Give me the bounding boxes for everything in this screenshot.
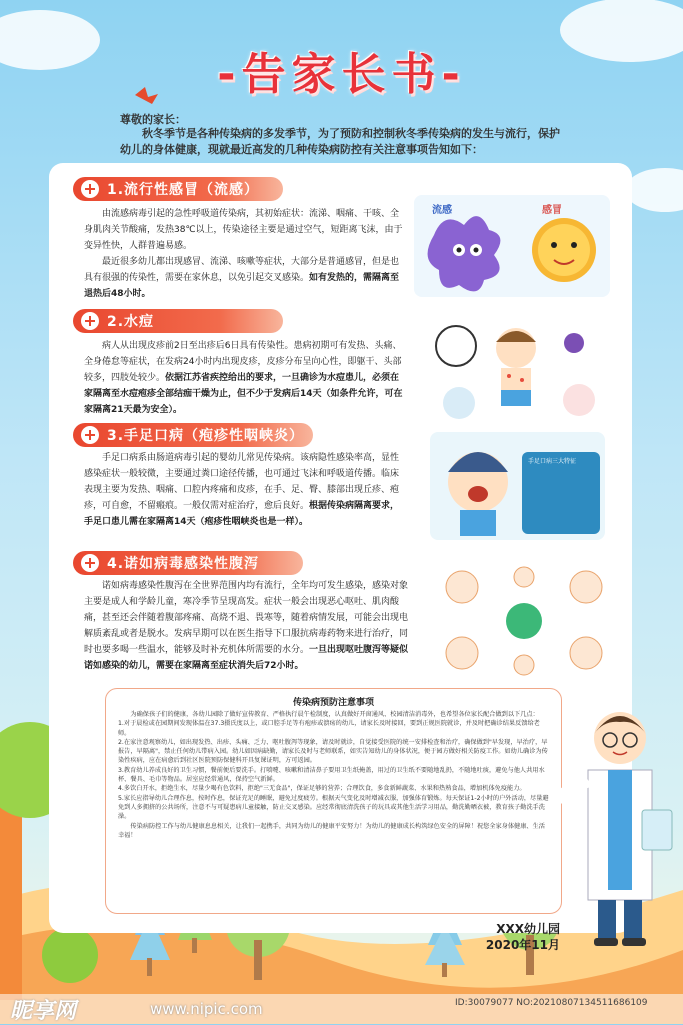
notice-line: 3.教育幼儿养成良好的卫生习惯，餐前便后要洗手。打喷嚏、咳嗽和清洁鼻子要用卫生纸掩盖，用过的卫生纸不要随地乱扔，不随地吐痰，避免与他人共用水杯、餐具、毛巾等物品。居室应经常通风，保持空气新鲜。 <box>118 766 545 784</box>
section-1-paragraph-1: 由流感病毒引起的急性呼吸道传染病，其初始症状：流涕、咽痛、干咳、全身肌肉关节酸痛，发热38℃以上，传染途径主要是通过空气，短距离飞沫，由于变异性快，人群普遍易感。 <box>84 209 403 251</box>
signature-date: 2020年11月 <box>485 938 560 952</box>
watermark-brand: 昵享网 <box>10 999 77 1024</box>
signature-org: XXX幼儿园 <box>496 922 560 936</box>
section-2-isolation-rule: 依据江苏省疾控给出的要求，一旦确诊为水痘患儿，必须在家隔离至水痘疱疹全部结痂干燥为止，但不少于发病后14天（如条件允许，可在家隔离21天最为安全）。 <box>84 373 403 415</box>
section-1-paragraph-2-text: 最近很多幼儿都出现感冒、流涕、咳嗽等症状，大部分是普通感冒，但是也具有很强的传染性，需要在家休息，以免引起交叉感染。 <box>84 257 400 283</box>
medical-cross-icon <box>81 180 99 198</box>
medical-cross-icon <box>81 554 99 572</box>
notice-line: 5.家长应指导幼儿合理作息，按时作息，保证充足的睡眠，避免过度疲劳。根据天气变化及时增减衣服，加强体育锻炼。每天保证1-2小时的户外活动，尽量避免到人多拥挤的公共场所，注意不与可疑患病儿童接触，防止交叉感染。应经常彻底清洗孩子的玩具或其他生活学习用品，勤洗勤晒衣被，教育孩子勤洗手洗澡。 <box>118 794 549 821</box>
section-4-body <box>84 578 414 674</box>
section-3-isolation-rule: 根据传染病隔离要求，手足口患儿需在家隔离14天（疱疹性咽峡炎也是一样）。 <box>84 501 400 527</box>
section-4-header <box>73 551 303 575</box>
section-2-title: 2.水痘 <box>107 314 155 330</box>
section-3-header <box>73 423 313 447</box>
notice-line: 4.多饮白开水，拒绝生水，尽量少喝有色饮料，拒绝"三无食品"，保证足够的营养；合理饮食，多食新鲜蔬菜、水果和热熟食品，增加机体免疫能力。 <box>118 785 526 793</box>
notice-body <box>106 708 561 840</box>
section-1-isolation-rule: 如有发热的，需隔离至退热后48小时。 <box>84 273 400 299</box>
section-1-title: 1.流行性感冒（流感） <box>107 182 260 198</box>
notice-title: 传染病预防注意事项 <box>292 698 374 708</box>
crying-child-drawing <box>430 432 605 540</box>
medical-cross-icon <box>81 312 99 330</box>
greeting: 尊敬的家长： <box>120 113 186 126</box>
section-4-title: 4.诺如病毒感染性腹泻 <box>107 556 260 572</box>
notice-line: 传染病防控工作与幼儿健康息息相关，让我们一起携手，共同为幼儿的健康平安努力！为幼儿的健康成长构筑绿色安全的屏障！祝您全家身体健康、生活幸福！ <box>118 822 545 839</box>
section-4-paragraph <box>84 578 414 674</box>
section-2-body <box>84 338 404 418</box>
section-4-paragraph-text: 诺如病毒感染性腹泻在全世界范围内均有流行，全年均可发生感染，感染对象主要是成人和学龄儿童，寒冷季节呈现高发。症状一般会出现恶心呕吐、肌肉酸痛，甚至还会伴随着腹部疼痛、高烧不退、畏寒等，随着病情发展，可能会出现电解质紊乱或者是脱水。发病早期可以在医生指导下口服抗病毒药物来进行治疗，同时也要多喝一些温水，能够及时补充机体所需要的水分。 <box>84 581 409 655</box>
section-3-body <box>84 450 404 530</box>
poster-title: -告家长书- <box>217 49 466 100</box>
doctor-illustration <box>558 700 678 960</box>
child-chickenpox-drawing <box>434 318 604 420</box>
section-1-body <box>84 206 404 302</box>
section-3-paragraph <box>84 450 404 530</box>
section-2-paragraph <box>84 338 404 418</box>
section-3-paragraph-text: 手足口病系由肠道病毒引起的婴幼儿常见传染病。该病隐性感染率高，显性感染症状一般较微，主要通过粪口途径传播，也可通过飞沫和呼吸道传播。临床表现主要为发热、咽痛、口腔内疼痛和皮疹，在手、足、臀、膝部出现丘疹、疱疹，可自愈，不留瘢痕。一般仅需对症治疗，愈后良好。 <box>84 453 400 511</box>
norovirus-symptoms-drawing <box>440 565 608 677</box>
flu-illustration <box>414 195 610 297</box>
section-4-isolation-rule: 一旦出现呕吐腹泻等疑似诺如感染的幼儿，需要在家隔离至症状消失后72小时。 <box>84 645 409 671</box>
norovirus-illustration <box>440 565 608 677</box>
prevention-notice-box <box>105 688 562 914</box>
notice-line: 为确保孩子们的健康，各幼儿园除了做好宣传教育、严格执行晨午检制度，认真做好开窗通风、校园清洁消毒外，也希望各位家长配合做到以下几点： <box>130 711 539 718</box>
medical-cross-icon <box>81 426 99 444</box>
section-3-title: 3.手足口病（疱疹性咽峡炎） <box>107 428 305 444</box>
flu-label: 流感 <box>432 205 452 216</box>
chickenpox-illustration <box>434 318 604 420</box>
section-1-paragraph-2 <box>84 254 404 302</box>
hfmd-features-label: 手足口病三大特征 <box>528 458 577 465</box>
watermark-id: ID:30079077 NO:20210807134511686109 <box>455 998 648 1008</box>
notice-line: 1.对于晨检或在园期间发现体温在37.3摄氏度以上，或口腔手足等有疱疹或溃疡的幼儿，请家长及时接回，要到正规医院就诊，并及时把确诊结果反馈给老师。 <box>118 720 540 737</box>
section-2-header <box>73 309 283 333</box>
section-2-paragraph-text: 病人从出现皮疹前2日至出疹后6日具有传染性。患病初期可有发热、头痛、全身倦怠等症状，在发病24小时内出现皮疹，皮疹分布呈向心性，即躯干、头部较多，四肢处较少。 <box>84 341 402 383</box>
cold-label: 感冒 <box>542 205 562 216</box>
hand-foot-mouth-illustration <box>430 432 605 540</box>
watermark-url: www.nipic.com <box>150 1000 263 1018</box>
section-1-header <box>73 177 283 201</box>
notice-line: 2.在家注意观察幼儿，如出现发热、出疹、头痛、乏力、呕吐腹泻等现象，请及时就诊，自觉接受医院的统一安排检查和治疗，确保做到"早发现，早治疗，早报告，早隔离"，禁止任何幼儿带病入园。幼儿如因病缺勤，请家长及时与老师联系，如实告知幼儿的身体状况，便于园方做好相关防疫工作。如幼儿确诊为传染性疾病，应在病愈后到社区医院预防保健科开具复课证明，方可返园。 <box>118 738 548 765</box>
intro-paragraph: 秋冬季节是各种传染病的多发季节，为了预防和控制秋冬季传染病的发生与流行，保护幼儿的身体健康，现就最近高发的几种传染病防控有关注意事项告知如下： <box>120 127 560 156</box>
